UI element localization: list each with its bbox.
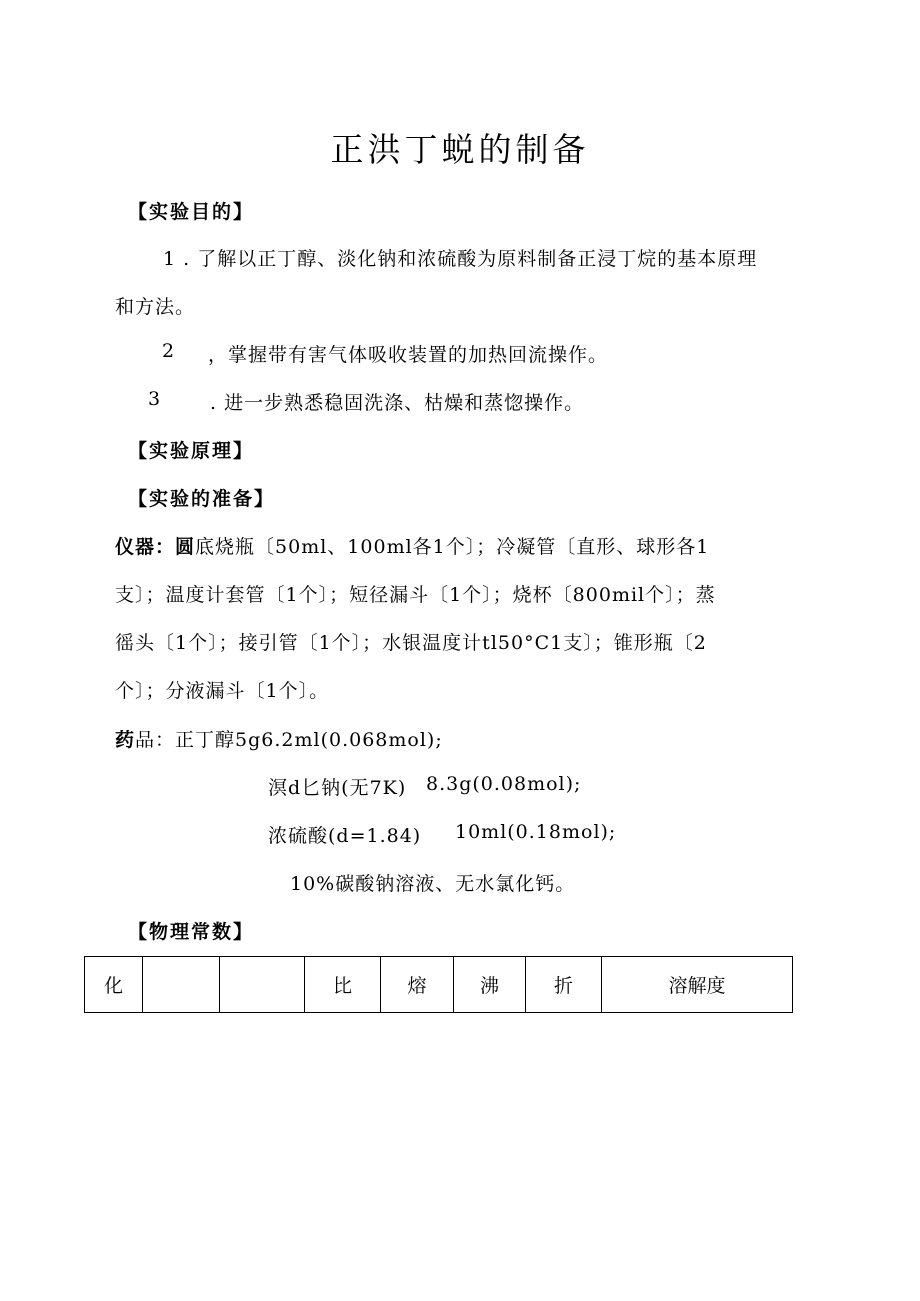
reagent-butanol: 正丁醇5g6.2ml(0.068mol); <box>175 729 443 751</box>
purpose-item-3-number: 3 <box>148 388 162 410</box>
purpose-item-2-number: 2 <box>162 340 176 362</box>
table-header-cell <box>143 957 220 1013</box>
instruments-line-1 <box>115 532 709 559</box>
table-header-cell <box>220 957 305 1013</box>
reagent-bromide-name: 溟d匕钠(无7K) <box>268 777 407 799</box>
physical-constants-table <box>84 956 793 1013</box>
table-header-cell: 沸 <box>454 957 526 1013</box>
instruments-line-3: 徭头〔1个〕；接引管〔1个〕；水银温度计tl50°C1支〕；锥形瓶〔2 <box>115 632 707 654</box>
table-header-cell: 比 <box>305 957 381 1013</box>
purpose-item-1-line-1 <box>163 244 757 271</box>
instruments-label: 仪器： <box>115 536 176 558</box>
reagent-sulfuric-name: 浓硫酸(d=1.84) <box>268 825 422 847</box>
purpose-item-1-text: . 了解以正丁醇、淡化钠和浓硫酸为原料制备正浸丁烷的基本原理 <box>183 248 758 270</box>
table-header-cell: 化 <box>85 957 143 1013</box>
reagents-label: 药 <box>115 729 136 751</box>
reagent-other: 10%碳酸钠溶液、无水氯化钙。 <box>290 873 576 895</box>
reagent-bromide-amount: 8.3g(0.08mol); <box>426 773 582 795</box>
instruments-bold-char: 圆 <box>175 536 196 558</box>
instruments-line-2: 支〕；温度计套管〔1个〕；短径漏斗〔1个〕；烧杯〔800mil个〕；蒸 <box>115 584 716 606</box>
instruments-text-1: 底烧瓶〔50ml、100ml各1个〕；冷凝管〔直形、球形各1 <box>195 536 710 558</box>
instruments-line-4: 个〕；分液漏斗〔1个〕。 <box>115 680 330 702</box>
section-heading-constants: 【物理常数】 <box>128 921 255 943</box>
purpose-item-2-text: ，掌握带有害气体吸收装置的加热回流操作。 <box>208 344 609 366</box>
table-header-cell: 溶解度 <box>602 957 793 1013</box>
reagents-label-rest: 品： <box>135 729 176 751</box>
purpose-item-3-text: . 进一步熟悉稳固洗涤、枯燥和蒸惚操作。 <box>210 392 585 414</box>
section-heading-purpose: 【实验目的】 <box>128 201 255 223</box>
reagents-line-1 <box>115 725 443 752</box>
reagent-sulfuric-amount: 10ml(0.18mol); <box>455 821 617 843</box>
section-heading-preparation: 【实验的准备】 <box>128 488 276 510</box>
purpose-item-1-number: 1 <box>163 248 177 270</box>
table-header-cell: 折 <box>526 957 602 1013</box>
section-heading-principle: 【实验原理】 <box>128 440 255 462</box>
page-title: 正洪丁蜕的制备 <box>330 130 590 169</box>
table-header-row <box>85 957 793 1013</box>
purpose-item-1-line-2: 和方法。 <box>115 296 196 318</box>
table-header-cell: 熔 <box>381 957 454 1013</box>
